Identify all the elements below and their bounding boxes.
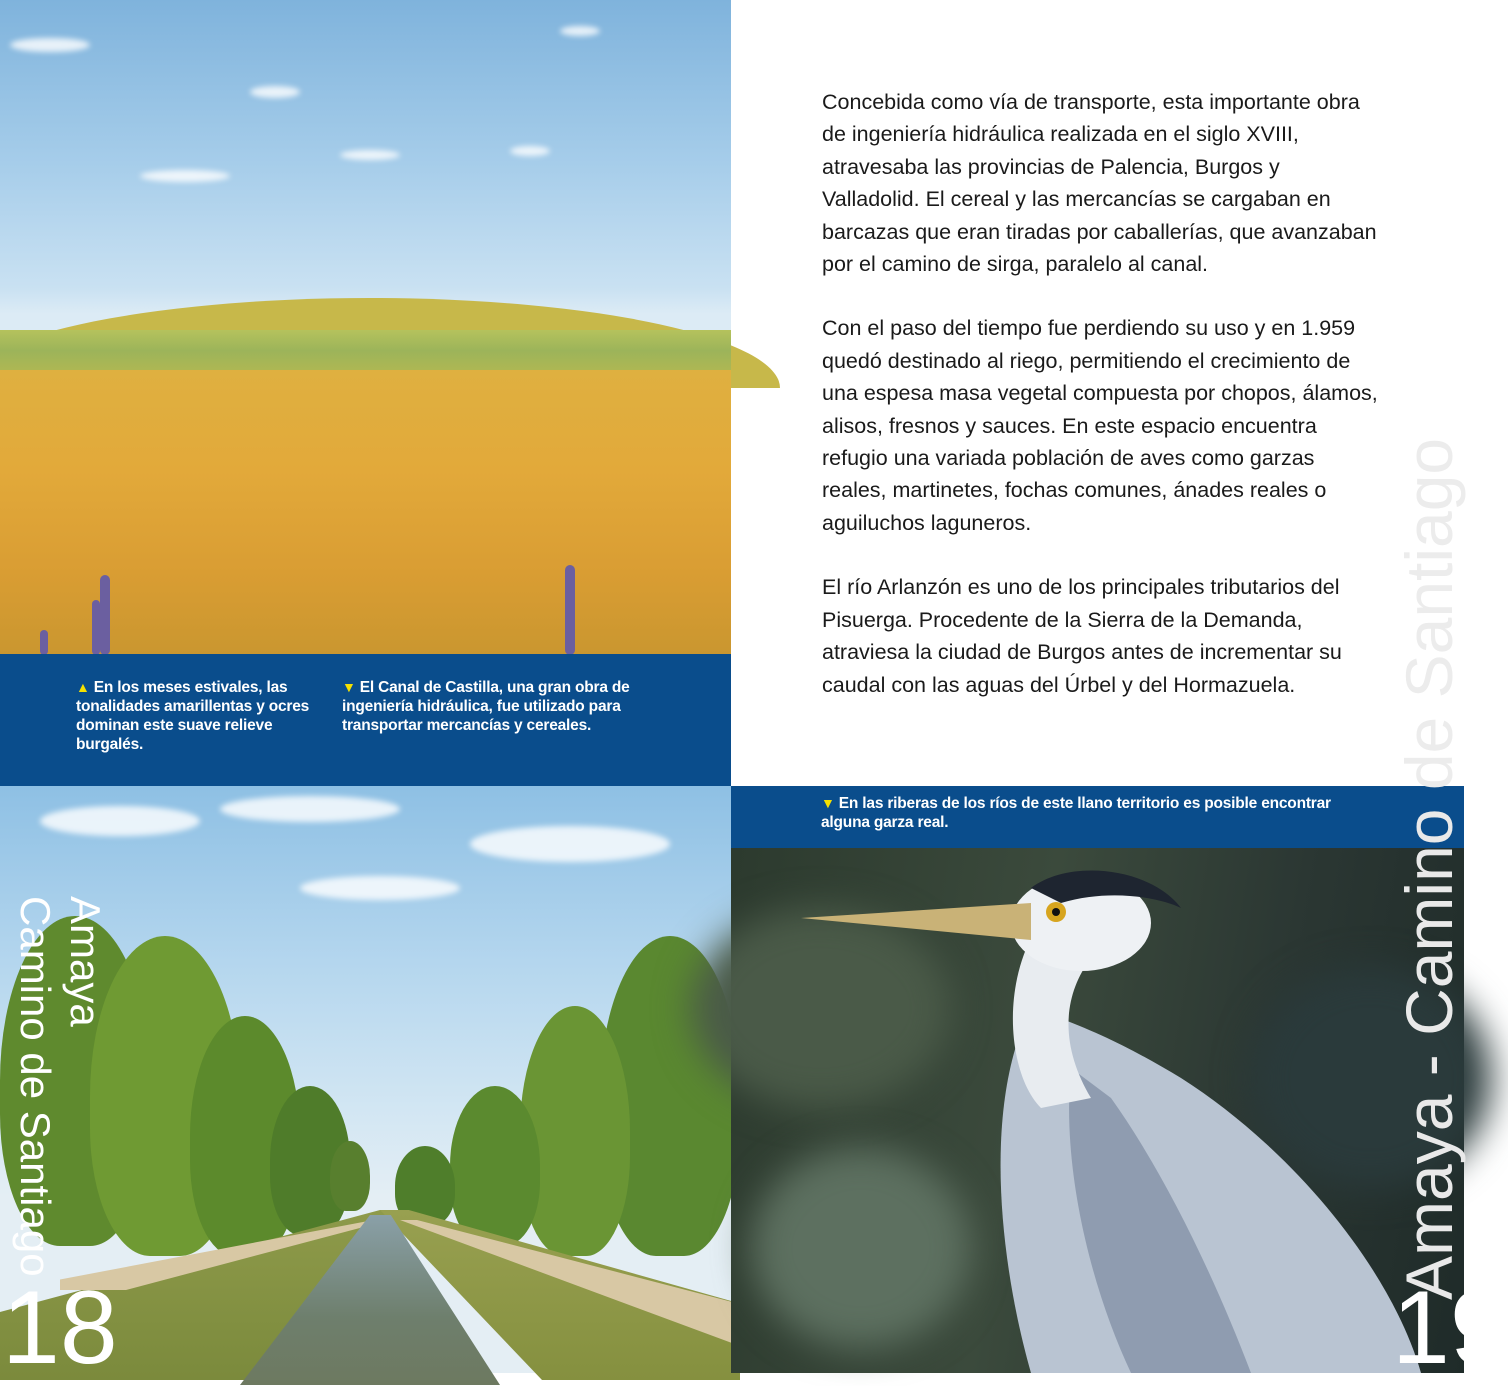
- caption-band-right: [731, 786, 1464, 848]
- triangle-up-icon: ▲: [76, 679, 90, 695]
- page-number-left: 18: [2, 1270, 118, 1386]
- wheat-field-photo: [0, 0, 731, 654]
- running-title-right: [1392, 437, 1466, 1300]
- body-paragraph-2: Con el paso del tiempo fue perdiendo su uso y en 1.959 quedó destinado al riego, permitiendo el crecimiento de una espesa masa vegetal compuesta por chopos, álamos, alisos, fresnos y sauces. En este espacio encuentra refugio una variada población de aves como garzas reales, martinetes, fochas comunes, ánades reales o aguiluchos laguneros.: [822, 316, 1378, 535]
- caption-heron-text: En las riberas de los ríos de este llano territorio es posible encontrar alguna garza real.: [821, 795, 1331, 831]
- heron-photo: [731, 848, 1464, 1373]
- body-text: [822, 86, 1382, 733]
- caption-field-text: En los meses estivales, las tonalidades amarillentas y ocres dominan este suave relieve burgalés.: [76, 679, 310, 753]
- triangle-down-icon: ▼: [821, 795, 835, 811]
- caption-heron: [821, 794, 1341, 832]
- caption-canal-text: El Canal de Castilla, una gran obra de ingeniería hidráulica, fue utilizado para transportar mercancías y cereales.: [342, 679, 630, 734]
- running-title-right-part1: Amaya - Camino: [1392, 808, 1466, 1300]
- caption-canal: [342, 678, 662, 735]
- running-title-left-line1: Amaya: [62, 896, 109, 1027]
- heron-illustration: [731, 848, 1464, 1373]
- caption-field: [76, 678, 316, 754]
- body-paragraph-3: El río Arlanzón es uno de los principales tributarios del Pisuerga. Procedente de la Sierra de la Demanda, atraviesa la ciudad de Burgos antes de incrementar su caudal con las aguas del Úrbel y del Hormazuela.: [822, 575, 1342, 697]
- triangle-down-icon: ▼: [342, 679, 356, 695]
- page-number-right: 19: [1392, 1270, 1508, 1386]
- body-paragraph-1: Concebida como vía de transporte, esta importante obra de ingeniería hidráulica realizada en el siglo XVIII, atravesaba las provincias de Palencia, Burgos y Valladolid. El cereal y las mercancías se cargaban en barcazas que eran tiradas por caballerías, que avanzaban por el camino de sirga, paralelo al canal.: [822, 90, 1377, 277]
- running-title-right-part2: de Santiago: [1392, 437, 1466, 809]
- caption-band-top: [0, 654, 731, 786]
- running-title-left-line2: Camino de Santiago: [12, 896, 59, 1277]
- running-title-left: [0, 896, 110, 1286]
